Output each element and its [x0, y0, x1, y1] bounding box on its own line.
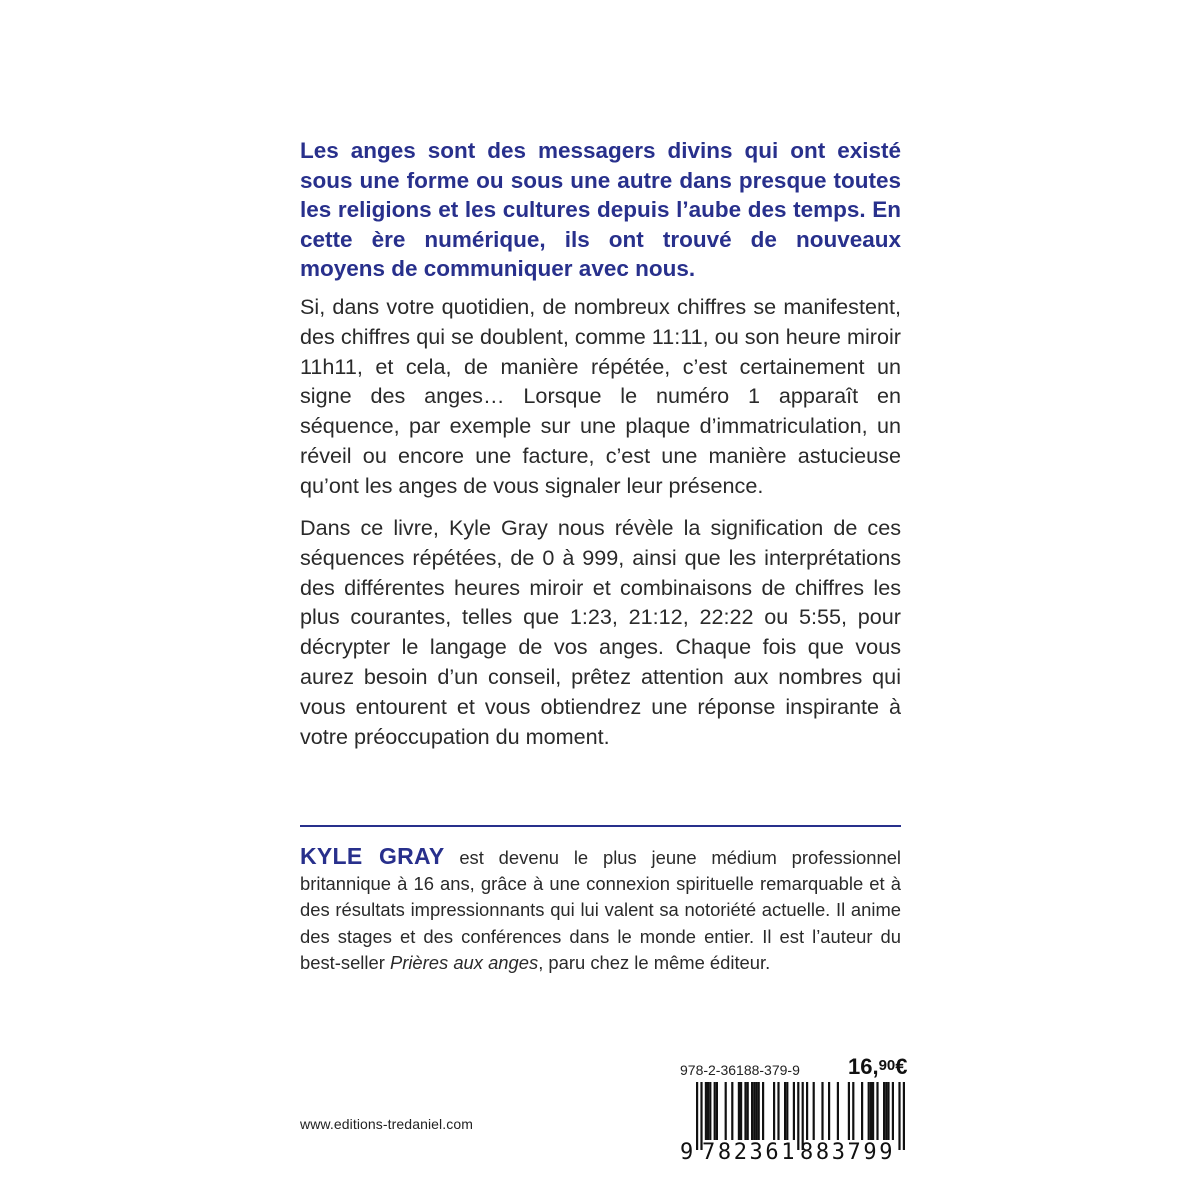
- isbn-number: 978-2-36188-379-9: [680, 1062, 800, 1078]
- barcode-right-group: 883799: [800, 1140, 896, 1165]
- barcode-bar: [885, 1082, 887, 1140]
- barcode-bar: [876, 1082, 878, 1140]
- price-label: [848, 1054, 908, 1080]
- price-whole: 16,: [848, 1054, 879, 1079]
- book-title: Prières aux anges: [389, 951, 539, 973]
- barcode-bar: [828, 1082, 830, 1140]
- barcode-bar: [725, 1082, 727, 1140]
- barcode-bar: [784, 1082, 786, 1140]
- section-divider: [300, 825, 901, 827]
- barcode-bar: [821, 1082, 823, 1140]
- barcode: [674, 1082, 924, 1170]
- intro-paragraph: Les anges sont des messagers divins qui ont existé sous une forme ou sous une autre dans presque toutes les religions et les cultures depuis l’aube des temps. En cette ère numérique, ils ont trouvé de nouveaux moyens de communiquer avec nous.: [300, 138, 901, 281]
- barcode-bar: [747, 1082, 749, 1140]
- barcode-first-digit: 9: [680, 1140, 694, 1165]
- barcode-bar: [707, 1082, 709, 1140]
- barcode-bar: [793, 1082, 795, 1140]
- description-paragraph-2: Dans ce livre, Kyle Gray nous révèle la signification de ces séquences répétées, de 0 à 999, ainsi que les interprétations des différentes heures miroir et combinaisons de chiffres les plus courantes, telles que 1:23, 21:12, 22:22 ou 5:55, pour décrypter le langage de vos anges. Chaque fois que vous aurez besoin d’un conseil, prêtez attention aux nombres qui vous entourent et vous obtiendrez une réponse inspirante à votre préoccupation du moment.: [300, 515, 901, 749]
- barcode-bar: [861, 1082, 863, 1140]
- publisher-website: www.editions-tredaniel.com: [300, 1116, 474, 1132]
- barcode-bar: [740, 1082, 742, 1140]
- barcode-bar: [738, 1082, 740, 1140]
- barcode-bar: [758, 1082, 760, 1140]
- bio-text-end: , paru chez le même éditeur.: [538, 951, 771, 973]
- barcode-bar: [786, 1082, 788, 1140]
- barcode-bar: [716, 1082, 718, 1140]
- barcode-bar: [872, 1082, 874, 1140]
- barcode-bar: [709, 1082, 711, 1140]
- author-name: KYLE GRAY: [300, 843, 445, 869]
- barcode-bar: [751, 1082, 753, 1140]
- description-paragraph-1: Si, dans votre quotidien, de nombreux chiffres se manifestent, des chiffres qui se doublent, comme 11:11, ou son heure miroir 11h11, et cela, de manière répétée, c’est certainement un signe des anges… Lorsque le numéro 1 apparaît en séquence, par exemple sur une plaque d’immatriculation, un réveil ou encore une facture, c’est une manière astucieuse qu’ont les anges de vous signaler leur présence.: [300, 294, 901, 498]
- barcode-digits: [674, 1140, 924, 1170]
- barcode-bar: [848, 1082, 850, 1140]
- barcode-bar: [762, 1082, 764, 1140]
- barcode-bar: [837, 1082, 839, 1140]
- barcode-bar: [813, 1082, 815, 1140]
- barcode-bar: [705, 1082, 707, 1140]
- price-currency: €: [895, 1054, 908, 1079]
- price-cents: 90: [878, 1057, 896, 1074]
- author-bio: [300, 843, 901, 976]
- barcode-bar: [806, 1082, 808, 1140]
- barcode-bar: [870, 1082, 872, 1140]
- bio-text-start: est devenu le plus jeune médium professionnel britannique à 16 ans, grâce à une connexion spirituelle remarquable et à des résultats impressionnants qui lui valent sa notoriété actuelle. Il anime des stages et des conférences dans le monde entier. Il est l’auteur du best-seller: [300, 847, 902, 973]
- barcode-bar: [887, 1082, 889, 1140]
- barcode-bar: [892, 1082, 894, 1140]
- barcode-bar: [731, 1082, 733, 1140]
- barcode-left-group: 782361: [702, 1140, 798, 1165]
- barcode-bar: [773, 1082, 775, 1140]
- barcode-bar: [755, 1082, 757, 1140]
- barcode-bar: [753, 1082, 755, 1140]
- barcode-bar: [777, 1082, 779, 1140]
- barcode-bar: [883, 1082, 885, 1140]
- barcode-bar: [868, 1082, 870, 1140]
- barcode-bar: [744, 1082, 746, 1140]
- barcode-bar: [714, 1082, 716, 1140]
- barcode-bar: [852, 1082, 854, 1140]
